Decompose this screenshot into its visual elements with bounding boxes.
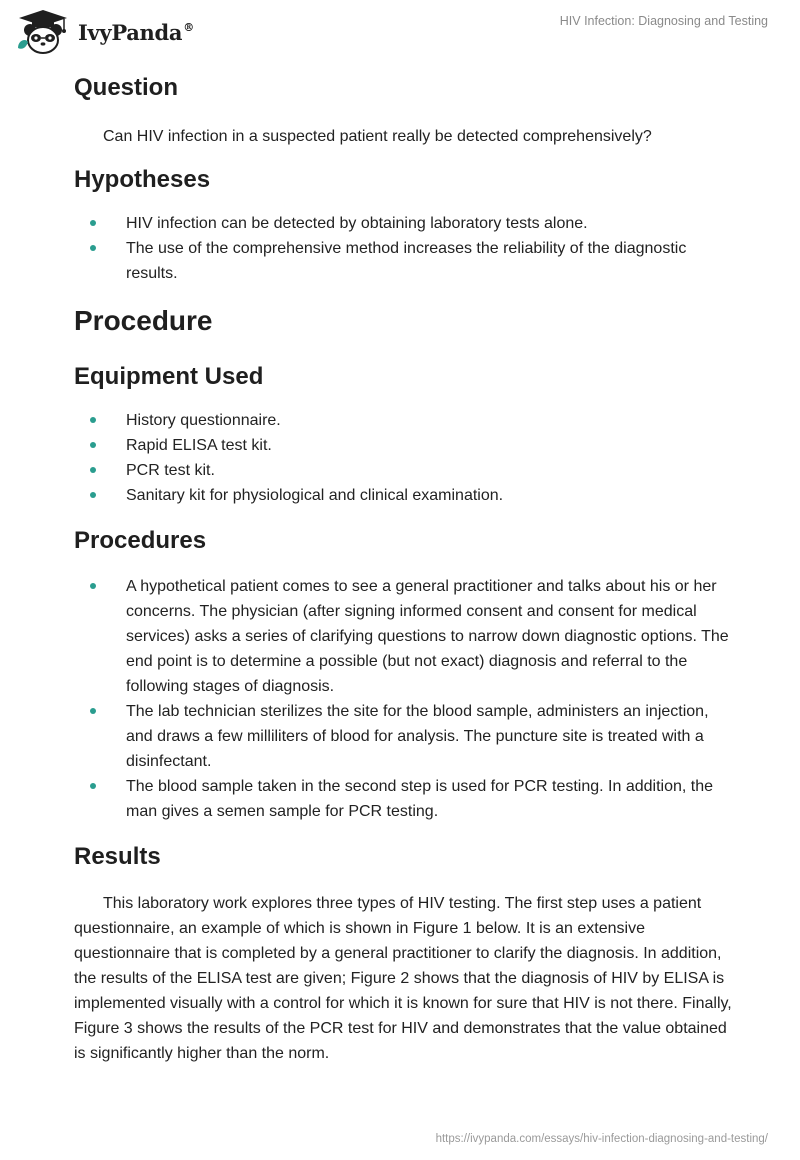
- list-item: Rapid ELISA test kit.: [74, 433, 734, 458]
- question-text: Can HIV infection in a suspected patient really be detected comprehensively?: [103, 128, 652, 145]
- bullet-icon: [90, 783, 96, 789]
- list-item: The use of the comprehensive method increases the reliability of the diagnostic results.: [74, 236, 734, 286]
- hypotheses-list: [74, 211, 734, 286]
- bullet-icon: [90, 245, 96, 251]
- hypotheses-heading: Hypotheses: [74, 166, 211, 193]
- procedures-list: [74, 574, 734, 824]
- source-url[interactable]: https://ivypanda.com/essays/hiv-infection-diagnosing-and-testing/: [435, 1133, 768, 1145]
- bullet-icon: [90, 442, 96, 448]
- procedures-heading: Procedures: [74, 527, 207, 554]
- equipment-list: [74, 408, 734, 508]
- bullet-icon: [90, 467, 96, 473]
- bullet-icon: [90, 583, 96, 589]
- document-title: HIV Infection: Diagnosing and Testing: [559, 14, 768, 28]
- list-item: The blood sample taken in the second step is used for PCR testing. In addition, the man gives a semen sample for PCR testing.: [74, 774, 734, 824]
- bullet-icon: [90, 417, 96, 423]
- page-header: [0, 0, 800, 60]
- list-item: A hypothetical patient comes to see a general practitioner and talks about his or her concerns. The physician (after signing informed consent and consent for medical services) asks a series of clarifying questions to narrow down diagnostic options. The end point is to determine a possible (but not exact) diagnosis and referral to the following stages of diagnosis.: [74, 574, 734, 699]
- list-item: PCR test kit.: [74, 458, 734, 483]
- list-item: Sanitary kit for physiological and clinical examination.: [74, 483, 734, 508]
- bullet-icon: [90, 220, 96, 226]
- results-heading: Results: [74, 843, 161, 870]
- list-item: HIV infection can be detected by obtaining laboratory tests alone.: [74, 211, 734, 236]
- logo-text: IvyPanda®: [78, 19, 194, 45]
- equipment-heading: Equipment Used: [74, 363, 264, 390]
- bullet-icon: [90, 492, 96, 498]
- logo[interactable]: [14, 8, 194, 56]
- procedure-heading: Procedure: [74, 305, 213, 336]
- results-text: This laboratory work explores three types of HIV testing. The first step uses a patient questionnaire, an example of which is shown in Figure 1 below. It is an extensive questionnaire that is completed by a general practitioner to clarify the diagnosis. In addition, the results of the ELISA test are given; Figure 2 shows that the diagnosis of HIV by ELISA is implemented visually with a control for which it is known for sure that HIV is not there. Finally, Figure 3 shows the results of the PCR test for HIV and demonstrates that the value obtained is significantly higher than the norm.: [74, 895, 732, 1062]
- panda-graduate-icon: [14, 8, 72, 56]
- list-item: The lab technician sterilizes the site for the blood sample, administers an injection, and draws a few milliliters of blood for analysis. The puncture site is treated with a disinfectant.: [74, 699, 734, 774]
- bullet-icon: [90, 708, 96, 714]
- document-body: [74, 72, 734, 1066]
- question-heading: Question: [74, 74, 179, 101]
- list-item: History questionnaire.: [74, 408, 734, 433]
